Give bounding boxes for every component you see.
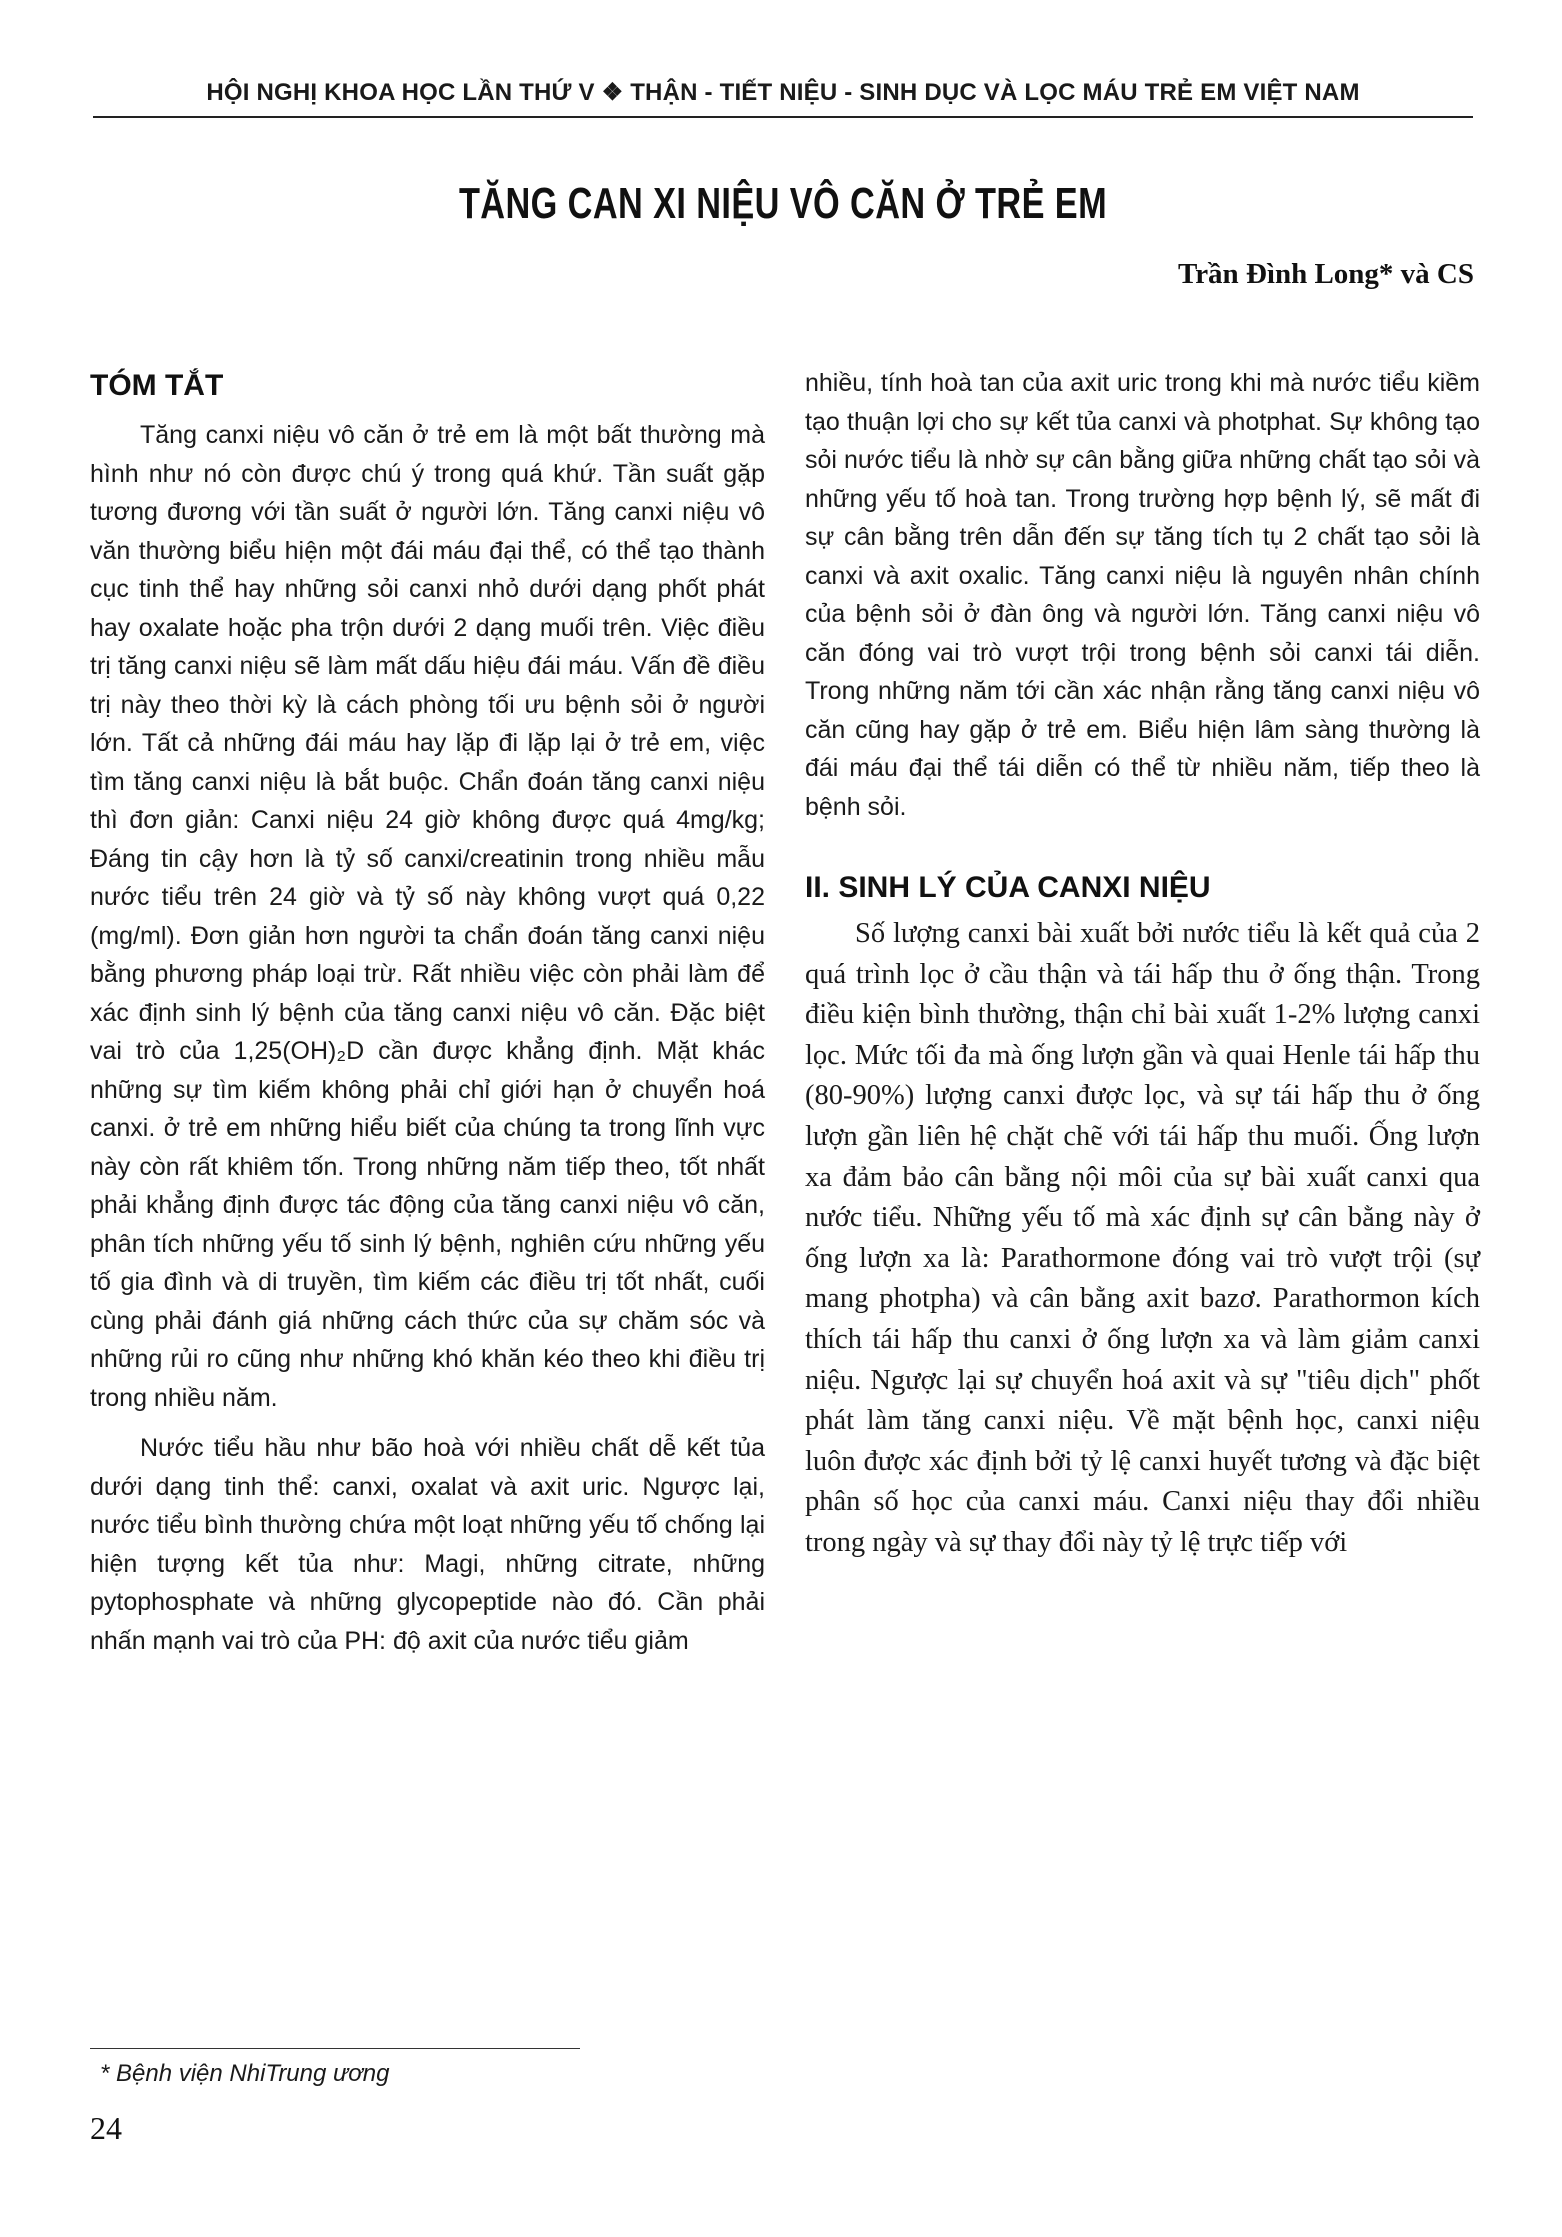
left-column — [90, 366, 765, 1660]
footnote: * Bệnh viện NhiTrung ương — [100, 2060, 390, 2087]
header-rule — [93, 116, 1473, 118]
article-title: TĂNG CAN XI NIỆU VÔ CĂN Ở TRẺ EM — [458, 179, 1108, 229]
abstract-paragraph-2-continued: nhiều, tính hoà tan của axit uric trong khi mà nước tiểu kiềm tạo thuận lợi cho sự kết tủa canxi và photphat. Sự không tạo sỏi nước tiểu là nhờ sự cân bằng giữa những chất tạo sỏi và những yếu tố hoà tan. Trong trường hợp bệnh lý, sẽ mất đi sự cân bằng trên dẫn đến sự tăng tích tụ 2 chất tạo sỏi là canxi và axit oxalic. Tăng canxi niệu là nguyên nhân chính của bệnh sỏi ở đàn ông và người lớn. Tăng canxi niệu vô căn đóng vai trò vượt trội trong bệnh sỏi canxi tái diễn. Trong những năm tới cần xác nhận rằng tăng canxi niệu vô căn cũng hay gặp ở trẻ em. Biểu hiện lâm sàng thường là đái máu đại thể tái diễn có thể từ nhiều năm, tiếp theo là bệnh sỏi. — [805, 369, 1480, 821]
abstract-heading: TÓM TẮT — [90, 369, 224, 402]
running-head: HỘI NGHỊ KHOA HỌC LẦN THỨ V ❖ THẬN - TIẾT NIỆU - SINH DỤC VÀ LỌC MÁU TRẺ EM VIỆT NAM — [206, 79, 1360, 106]
abstract-paragraph-1: Tăng canxi niệu vô căn ở trẻ em là một bất thường mà hình như nó còn được chú ý trong quá khứ. Tần suất gặp tương đương với tần suất ở người lớn. Tăng canxi niệu vô văn thường biểu hiện một đái máu đại thể, có thể tạo thành cục tinh thể hay những sỏi canxi nhỏ dưới dạng phốt phát hay oxalate hoặc pha trộn dưới 2 dạng muối trên. Việc điều trị tăng canxi niệu sẽ làm mất dấu hiệu đái máu. Vấn đề điều trị này theo thời kỳ là cách phòng tối ưu bệnh sỏi ở người lớn. Tất cả những đái máu hay lặp đi lặp lại ở trẻ em, việc tìm tăng canxi niệu là bắt buộc. Chẩn đoán tăng canxi niệu thì đơn giản: Canxi niệu 24 giờ không được quá 4mg/kg; Đáng tin cậy hơn là tỷ số canxi/creatinin trong nhiều mẫu nước tiểu trên 24 giờ và tỷ số này không vượt quá 0,22 (mg/ml). Đơn giản hơn người ta chẩn đoán tăng canxi niệu bằng phương pháp loại trừ. Rất nhiều việc còn phải làm để xác định sinh lý bệnh của tăng canxi niệu vô căn. Đặc biệt vai trò của 1,25(OH)₂D cần được khẳng định. Mặt khác những sự tìm kiếm không phải chỉ giới hạn ở chuyển hoá canxi. ở trẻ em những hiểu biết của chúng ta trong lĩnh vực này còn rất khiêm tốn. Trong những năm tiếp theo, tốt nhất phải khẳng định được tác động của tăng canxi niệu vô căn, phân tích những yếu tố sinh lý bệnh, nghiên cứu những yếu tố gia đình và di truyền, tìm kiếm các điều trị tốt nhất, cuối cùng phải đánh giá những cách thức của sự chăm sóc và những rủi ro cũng như những khó khăn kéo theo khi điều trị trong nhiều năm. — [90, 421, 765, 1412]
abstract-paragraph-2: Nước tiểu hầu như bão hoà với nhiều chất dễ kết tủa dưới dạng tinh thể: canxi, oxalat và axit uric. Ngược lại, nước tiểu bình thường chứa một loạt những yếu tố chống lại hiện tượng kết tủa như: Magi, những citrate, những pytophosphate và những glycopeptide nào đó. Cần phải nhấn mạnh vai trò của PH: độ axit của nước tiểu giảm — [90, 1434, 765, 1655]
page-number: 24 — [90, 2110, 122, 2146]
author-line: Trần Đình Long* và CS — [1178, 258, 1474, 290]
section-2-heading: II. SINH LÝ CỦA CANXI NIỆU — [805, 871, 1211, 904]
right-column — [805, 364, 1480, 1564]
paragraph-gap — [90, 1417, 765, 1429]
section-2-paragraph-1: Số lượng canxi bài xuất bởi nước tiểu là kết quả của 2 quá trình lọc ở cầu thận và tái hấp thu ở ống thận. Trong điều kiện bình thường, thận chỉ bài xuất 1-2% lượng canxi lọc. Mức tối đa mà ống lượn gần và quai Henle tái hấp thu (80-90%) lượng canxi được lọc, và sự tái hấp thu ở ống lượn gần liên hệ chặt chẽ với tái hấp thu muối. Ống lượn xa đảm bảo cân bằng nội môi của sự bài xuất canxi qua nước tiểu. Những yếu tố mà xác định sự cân bằng này ở ống lượn xa là: Parathormone đóng vai trò vượt trội (sự mang photpha) và cân bằng axit bazơ. Parathormon kích thích tái hấp thu canxi ở ống lượn xa và làm giảm canxi niệu. Ngược lại sự chuyển hoá axit và sự "tiêu dịch" phốt phát làm tăng canxi niệu. Về mặt bệnh học, canxi niệu luôn được xác định bởi tỷ lệ canxi huyết tương và đặc biệt phân số học của canxi máu. Canxi niệu thay đổi nhiều trong ngày và sự thay đổi này tỷ lệ trực tiếp với — [805, 918, 1480, 1558]
footnote-rule — [90, 2048, 580, 2049]
